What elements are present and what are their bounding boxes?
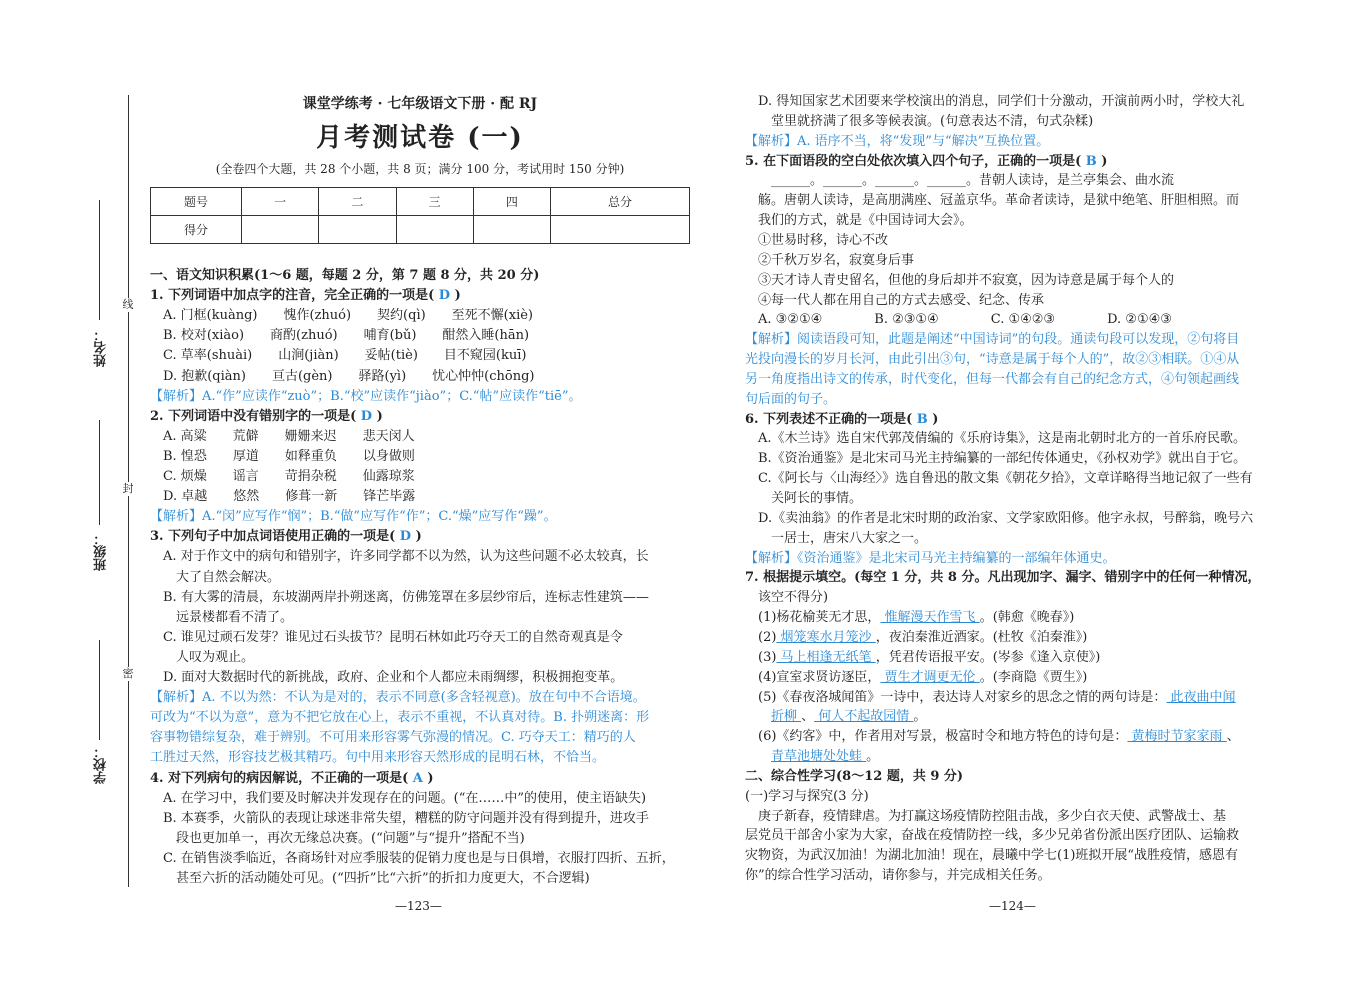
text-line	[771, 112, 1093, 132]
text-line	[163, 467, 415, 487]
answer-fill: 黄梅时节家家雨	[1127, 729, 1227, 745]
text-line	[163, 427, 415, 447]
line-text: 段也更加单一，再次无缘总决赛。(“问题”与“提升”搭配不当)	[176, 830, 525, 846]
text-line	[771, 747, 879, 767]
answer-choice: B	[1081, 153, 1102, 169]
text-line	[176, 648, 254, 668]
series-title: 课堂学练考 · 七年级语文下册 · 配 RJ	[302, 96, 538, 112]
score-table-header-row	[151, 188, 690, 216]
line-text: B. 本赛季，火箭队的表现让球迷非常失望，糟糕的防守问题并没有得到提升，进攻手	[163, 810, 649, 826]
line-text: D. 得知国家艺术团要来学校演出的消息，同学们十分激动，开演前两小时，学校大礼	[758, 94, 1245, 109]
question-line	[150, 407, 383, 427]
text-line	[758, 211, 973, 231]
line-text: 该空不得分)	[758, 590, 829, 606]
text-line	[758, 688, 1236, 708]
line-text: D. 面对大数据时代的新挑战，政府、企业和个人都应未雨绸缪，积极拥抱变革。	[163, 670, 624, 685]
text-line	[758, 231, 888, 251]
score-table-row-score: 得分	[151, 216, 242, 244]
text-line	[771, 489, 862, 509]
line-text: 3. 下列句子中加点词语使用正确的一项是(	[150, 529, 396, 545]
page-number-left: —123—	[395, 899, 442, 913]
answer-choice: B	[912, 411, 933, 427]
line-text: ______。______。______。______。昔朝人读诗，是兰亭集会、曲水流	[771, 173, 1175, 189]
text-line	[745, 787, 869, 807]
exam-title: 月考测试卷 (一)	[316, 123, 524, 153]
text-line	[163, 809, 649, 829]
score-table-score-row	[151, 216, 690, 244]
line-text: 层党员干部舍小家为大家，奋战在疫情防控一线，多少兄弟省份派出医疗团队、运输救	[745, 828, 1240, 844]
line-tail: )	[454, 288, 461, 304]
answer-choice: D	[434, 288, 455, 304]
line-text: ①世易时移，诗心不改	[758, 232, 889, 248]
answer-fill: 青草池塘处处蛙	[771, 749, 867, 765]
text-line	[758, 251, 914, 271]
text-line	[745, 846, 1238, 866]
text-line	[163, 628, 623, 648]
line-text: (2)	[758, 629, 777, 645]
line-tail: )	[932, 411, 939, 427]
answer-fill: 何人不起故园情	[814, 709, 914, 725]
school-blank[interactable]	[99, 640, 100, 740]
line-text: 4. 对下列病句的病因解说，不正确的一项是(	[150, 770, 409, 786]
line-text: (3)	[758, 649, 777, 665]
answer-fill: 马上相逢无纸笔	[776, 649, 876, 665]
question-line	[745, 152, 1107, 172]
line-text: 一居士，唐宋八大家之一。	[771, 530, 928, 546]
line-text: ②千秋万岁名，寂寞身后事	[758, 252, 915, 268]
answer-fill: 贾生才调更无伦	[880, 669, 980, 685]
analysis-line	[150, 708, 649, 728]
line-text: 句后面的句子。	[745, 391, 837, 407]
question-line	[150, 769, 434, 789]
text-line	[758, 429, 1246, 449]
school-label: 学校：	[94, 745, 109, 784]
line-text: 【解析】A.“闵”应写作“悯”；B.“做”应写作“作”；C.“燥”应写作“躁”。	[150, 509, 557, 525]
text-line	[758, 449, 1246, 469]
analysis-line	[150, 688, 646, 708]
score-table	[150, 187, 690, 244]
analysis-line	[745, 390, 836, 410]
line-text: 觞。唐朝人读诗，是高朋满座、冠盖京华。革命者读诗，是狱中绝笔、肝胆相照。而	[758, 193, 1240, 209]
text-line	[758, 648, 1100, 668]
analysis-line	[150, 748, 605, 768]
answer-choice: D	[356, 408, 377, 424]
text-line	[163, 487, 415, 507]
line-text: (4)宣室求贤访逐臣，	[758, 669, 881, 685]
text-line	[745, 826, 1239, 846]
text-line	[176, 869, 590, 889]
text-line	[163, 326, 529, 346]
text-line	[163, 588, 649, 608]
score-table-col: 二	[319, 188, 396, 216]
score-table-col: 一	[242, 188, 319, 216]
line-text: 【解析】A. 不以为然：不认为是对的，表示不同意(多含轻视意)。放在句中不合语境。	[150, 690, 646, 706]
class-label: 班级：	[94, 532, 109, 571]
score-table-row-header: 题号	[151, 188, 242, 216]
line-text: A.《木兰诗》选自宋代郭茂倩编的《乐府诗集》，这是南北朝时北方的一首乐府民歌。	[758, 431, 1247, 447]
text-line	[163, 367, 534, 387]
line-text: 5. 在下面语段的空白处依次填入四个句子，正确的一项是(	[745, 153, 1082, 169]
question-line	[150, 527, 422, 547]
line-tail: )	[1101, 153, 1108, 169]
answer-fill: 惟解漫天作雪飞	[880, 610, 980, 626]
line-text: 【解析】A.“作”应读作“zuò”；B.“校”应读作“jiào”；C.“帖”应读作“tiē”。	[150, 388, 582, 404]
line-text: B. 有大雾的清晨，东坡湖两岸扑朔迷离，仿佛笼罩在多层纱帘后，连标志性建筑——	[163, 589, 649, 605]
text-line	[163, 306, 533, 326]
text-line	[163, 547, 649, 567]
question-line	[150, 266, 539, 286]
line-text: A. ③②①④ B. ②③①④ C. ①④②③ D. ②①④③	[758, 312, 1172, 328]
line-text: D. 卓越 悠然 修葺一新 锋芒毕露	[163, 489, 416, 505]
line-tail: ，凭君传语报平安。(岑参《逢入京使》)	[875, 649, 1101, 665]
answer-fill: 此夜曲中闻	[1166, 689, 1236, 705]
line-tail: 。(李商隐《贾生》)	[979, 669, 1088, 685]
line-text: 工胜过天然，形容技艺极其精巧。句中用来形容天然形成的昆明石林，不恰当。	[150, 750, 606, 766]
line-text: (1)杨花榆荚无才思，	[758, 610, 881, 626]
text-line	[758, 668, 1087, 688]
answer-fill: 烟笼寒水月笼沙	[776, 629, 876, 645]
line-text: 【解析】《资治通鉴》是北宋司马光主持编纂的一部编年体通史。	[745, 550, 1116, 566]
line-text: 光投向漫长的岁月长河，由此引出③句，“诗意是属于每个人的”，故②③相联。①④从	[745, 352, 1240, 368]
line-tail: 。	[913, 709, 927, 725]
line-text: 庚子新春，疫情肆虐。为打赢这场疫情防控阻击战，多少白衣天使、武警战士、基	[758, 808, 1227, 824]
text-line	[176, 829, 525, 849]
text-line	[758, 628, 1087, 648]
line-text: 1. 下列词语中加点字的注音，完全正确的一项是(	[150, 288, 435, 304]
line-tail: )	[376, 408, 383, 424]
exam-note: (全卷四个大题，共 28 个小题，共 8 页；满分 100 分，考试用时 150 分钟)	[215, 162, 625, 176]
text-line	[758, 291, 1044, 311]
text-line	[163, 447, 415, 467]
text-line	[163, 668, 623, 688]
line-tail: 、	[1226, 729, 1240, 745]
text-line	[745, 866, 1051, 886]
line-text: 二、综合性学习(8～12 题，共 9 分)	[745, 768, 964, 784]
answer-choice: D	[395, 529, 416, 545]
line-text: 一、语文知识积累(1～6 题，每题 2 分，第 7 题 8 分，共 20 分)	[150, 268, 540, 283]
name-blank[interactable]	[99, 200, 100, 320]
text-line	[758, 92, 1244, 112]
question-line	[150, 286, 461, 306]
line-text: A. 对于作文中的病句和错别字，许多同学都不以为然，认为这些问题不必太较真，长	[163, 549, 649, 565]
class-blank[interactable]	[99, 420, 100, 525]
line-text: 7. 根据提示填空。(每空 1 分，共 8 分。凡出现加字、漏字、错别字中的任何一种情况，	[745, 570, 1261, 586]
text-line	[758, 509, 1253, 529]
text-line	[176, 608, 293, 628]
line-text: 远景楼都看不清了。	[176, 609, 294, 625]
line-text: 【解析】A. 语序不当，将“发现”与“解决”互换位置。	[745, 133, 1050, 149]
line-text: 你”的综合性学习活动，请你参与，并完成相关任务。	[745, 868, 1051, 884]
analysis-line	[745, 132, 1049, 152]
binding-mark-mi: 密	[122, 667, 134, 680]
binding-mark-feng: 封	[122, 482, 134, 495]
line-tail: 、	[801, 709, 815, 725]
text-line	[758, 608, 1074, 628]
line-text: C. 在销售淡季临近，各商场针对应季服装的促销力度也是与日俱增，衣服打四折、五折，	[163, 850, 675, 866]
text-line	[758, 271, 1174, 291]
text-line	[163, 789, 646, 809]
line-text: C.《阿长与〈山海经〉》选自鲁迅的散文集《朝花夕拾》，文章详略得当地记叙了一些有	[758, 471, 1253, 487]
line-text: B.《资治通鉴》是北宋司马光主持编纂的一部纪传体通史，《孙权劝学》就出自于它。	[758, 451, 1247, 467]
line-text: ③天才诗人青史留名，但他的身后却并不寂寞，因为诗意是属于每个人的	[758, 272, 1175, 288]
line-tail: 。(韩愈《晚春》)	[979, 610, 1075, 626]
analysis-line	[150, 507, 557, 527]
score-cell[interactable]	[319, 216, 396, 244]
analysis-line	[745, 370, 1239, 390]
text-line	[758, 588, 828, 608]
score-table-col: 四	[473, 188, 550, 216]
analysis-line	[745, 330, 1239, 350]
text-line	[758, 310, 1172, 330]
text-line	[758, 807, 1226, 827]
line-text: 我们的方式，就是《中国诗词大会》。	[758, 213, 973, 229]
text-line	[176, 568, 280, 588]
line-text: D.《卖油翁》的作者是北宋时期的政治家、文学家欧阳修。他字永叔，号醉翁，晚号六	[758, 510, 1254, 526]
line-text: (5)《春夜洛城闻笛》一诗中，表达诗人对家乡的思念之情的两句诗是：	[758, 689, 1167, 705]
analysis-line	[745, 350, 1239, 370]
line-tail: ，夜泊秦淮近酒家。(杜牧《泊秦淮》)	[875, 629, 1088, 645]
line-text: 关阿长的事情。	[771, 491, 863, 506]
line-text: B. 校对(xiào) 商酌(zhuó) 哺育(bǔ) 酣然入睡(hān)	[163, 328, 530, 344]
line-tail: )	[427, 770, 434, 786]
answer-fill: 折柳	[771, 709, 802, 725]
text-line	[758, 469, 1253, 489]
answer-choice: A	[408, 770, 428, 786]
line-text: A. 高粱 荒僻 姗姗来迟 悲天闵人	[163, 428, 415, 444]
line-text: 6. 下列表述不正确的一项是(	[745, 411, 913, 427]
line-text: C. 烦燥 谣言 苛捐杂税 仙露琼浆	[163, 469, 415, 484]
question-line	[745, 568, 1260, 588]
text-line	[771, 707, 926, 727]
text-line	[758, 727, 1240, 747]
line-text: 容事物错综复杂，难于辨别。不可用来形容雾气弥漫的情况。C. 巧夺天工：精巧的人	[150, 730, 636, 746]
score-table-col: 三	[396, 188, 473, 216]
line-text: D. 抱歉(qiàn) 亘古(gèn) 驿路(yì) 忧心忡忡(chōng)	[163, 368, 535, 384]
name-label: 姓名：	[94, 328, 109, 367]
line-text: 2. 下列词语中没有错别字的一项是(	[150, 408, 357, 424]
question-line	[745, 767, 963, 787]
score-cell[interactable]	[473, 216, 550, 244]
line-text: 大了自然会解决。	[176, 569, 281, 585]
text-line	[771, 529, 927, 549]
text-line	[163, 849, 675, 869]
line-text: A. 在学习中，我们要及时解决并发现存在的问题。(“在……中”的使用，使主语缺失)	[163, 790, 647, 806]
score-cell[interactable]	[551, 216, 690, 244]
line-text: 另一角度指出诗文的传承，时代变化，但每一代都会有自己的纪念方式，④句领起画线	[745, 371, 1240, 387]
text-line	[771, 171, 1174, 191]
analysis-line	[745, 549, 1116, 569]
score-table-col: 总分	[551, 188, 690, 216]
text-line	[758, 191, 1239, 211]
line-text: C. 谁见过顽石发芽？谁见过石头拔节？昆明石林如此巧夺天工的自然奇观真是令	[163, 629, 623, 645]
text-line	[163, 346, 526, 366]
line-text: 堂里就挤满了很多等候表演。(句意表达不清，句式杂糅)	[771, 113, 1094, 129]
question-line	[745, 410, 938, 430]
score-cell[interactable]	[242, 216, 319, 244]
binding-mark-xian: 线	[122, 298, 134, 311]
line-text: ④每一代人都在用自己的方式去感受、纪念、传承	[758, 292, 1045, 308]
line-text: A. 门框(kuàng) 愧作(zhuó) 契约(qì) 至死不懈(xiè)	[163, 308, 534, 324]
page-number-right: —124—	[989, 899, 1036, 913]
line-text: C. 草率(shuài) 山涧(jiàn) 妥帖(tiè) 目不窥园(kuī)	[163, 348, 527, 364]
line-text: 【解析】阅读语段可知，此题是阐述“中国诗词”的句段。通读句段可以发现，②句将目	[745, 332, 1240, 348]
line-text: 甚至六折的活动随处可见。(“四折”比“六折”的折扣力度更大，不合逻辑)	[176, 871, 590, 886]
line-text: 可改为“不以为意”，意为不把它放在心上，表示不重视，不认真对待。B. 扑朔迷离：形	[150, 710, 650, 726]
line-text: (一)学习与探究(3 分)	[745, 788, 869, 804]
line-tail: 。	[866, 749, 880, 765]
analysis-line	[150, 728, 636, 748]
score-cell[interactable]	[396, 216, 473, 244]
line-text: 灾物资，为武汉加油！为湖北加油！现在，晨曦中学七(1)班拟开展“战胜疫情，感恩有	[745, 848, 1239, 864]
line-text: 人叹为观止。	[176, 649, 255, 665]
analysis-line	[150, 387, 581, 407]
line-tail: )	[415, 529, 422, 545]
line-text: B. 惶恐 厚道 如释重负 以身做则	[163, 448, 415, 464]
line-text: (6)《约客》中，作者用对写景，极富时令和地方特色的诗句是：	[758, 729, 1128, 745]
